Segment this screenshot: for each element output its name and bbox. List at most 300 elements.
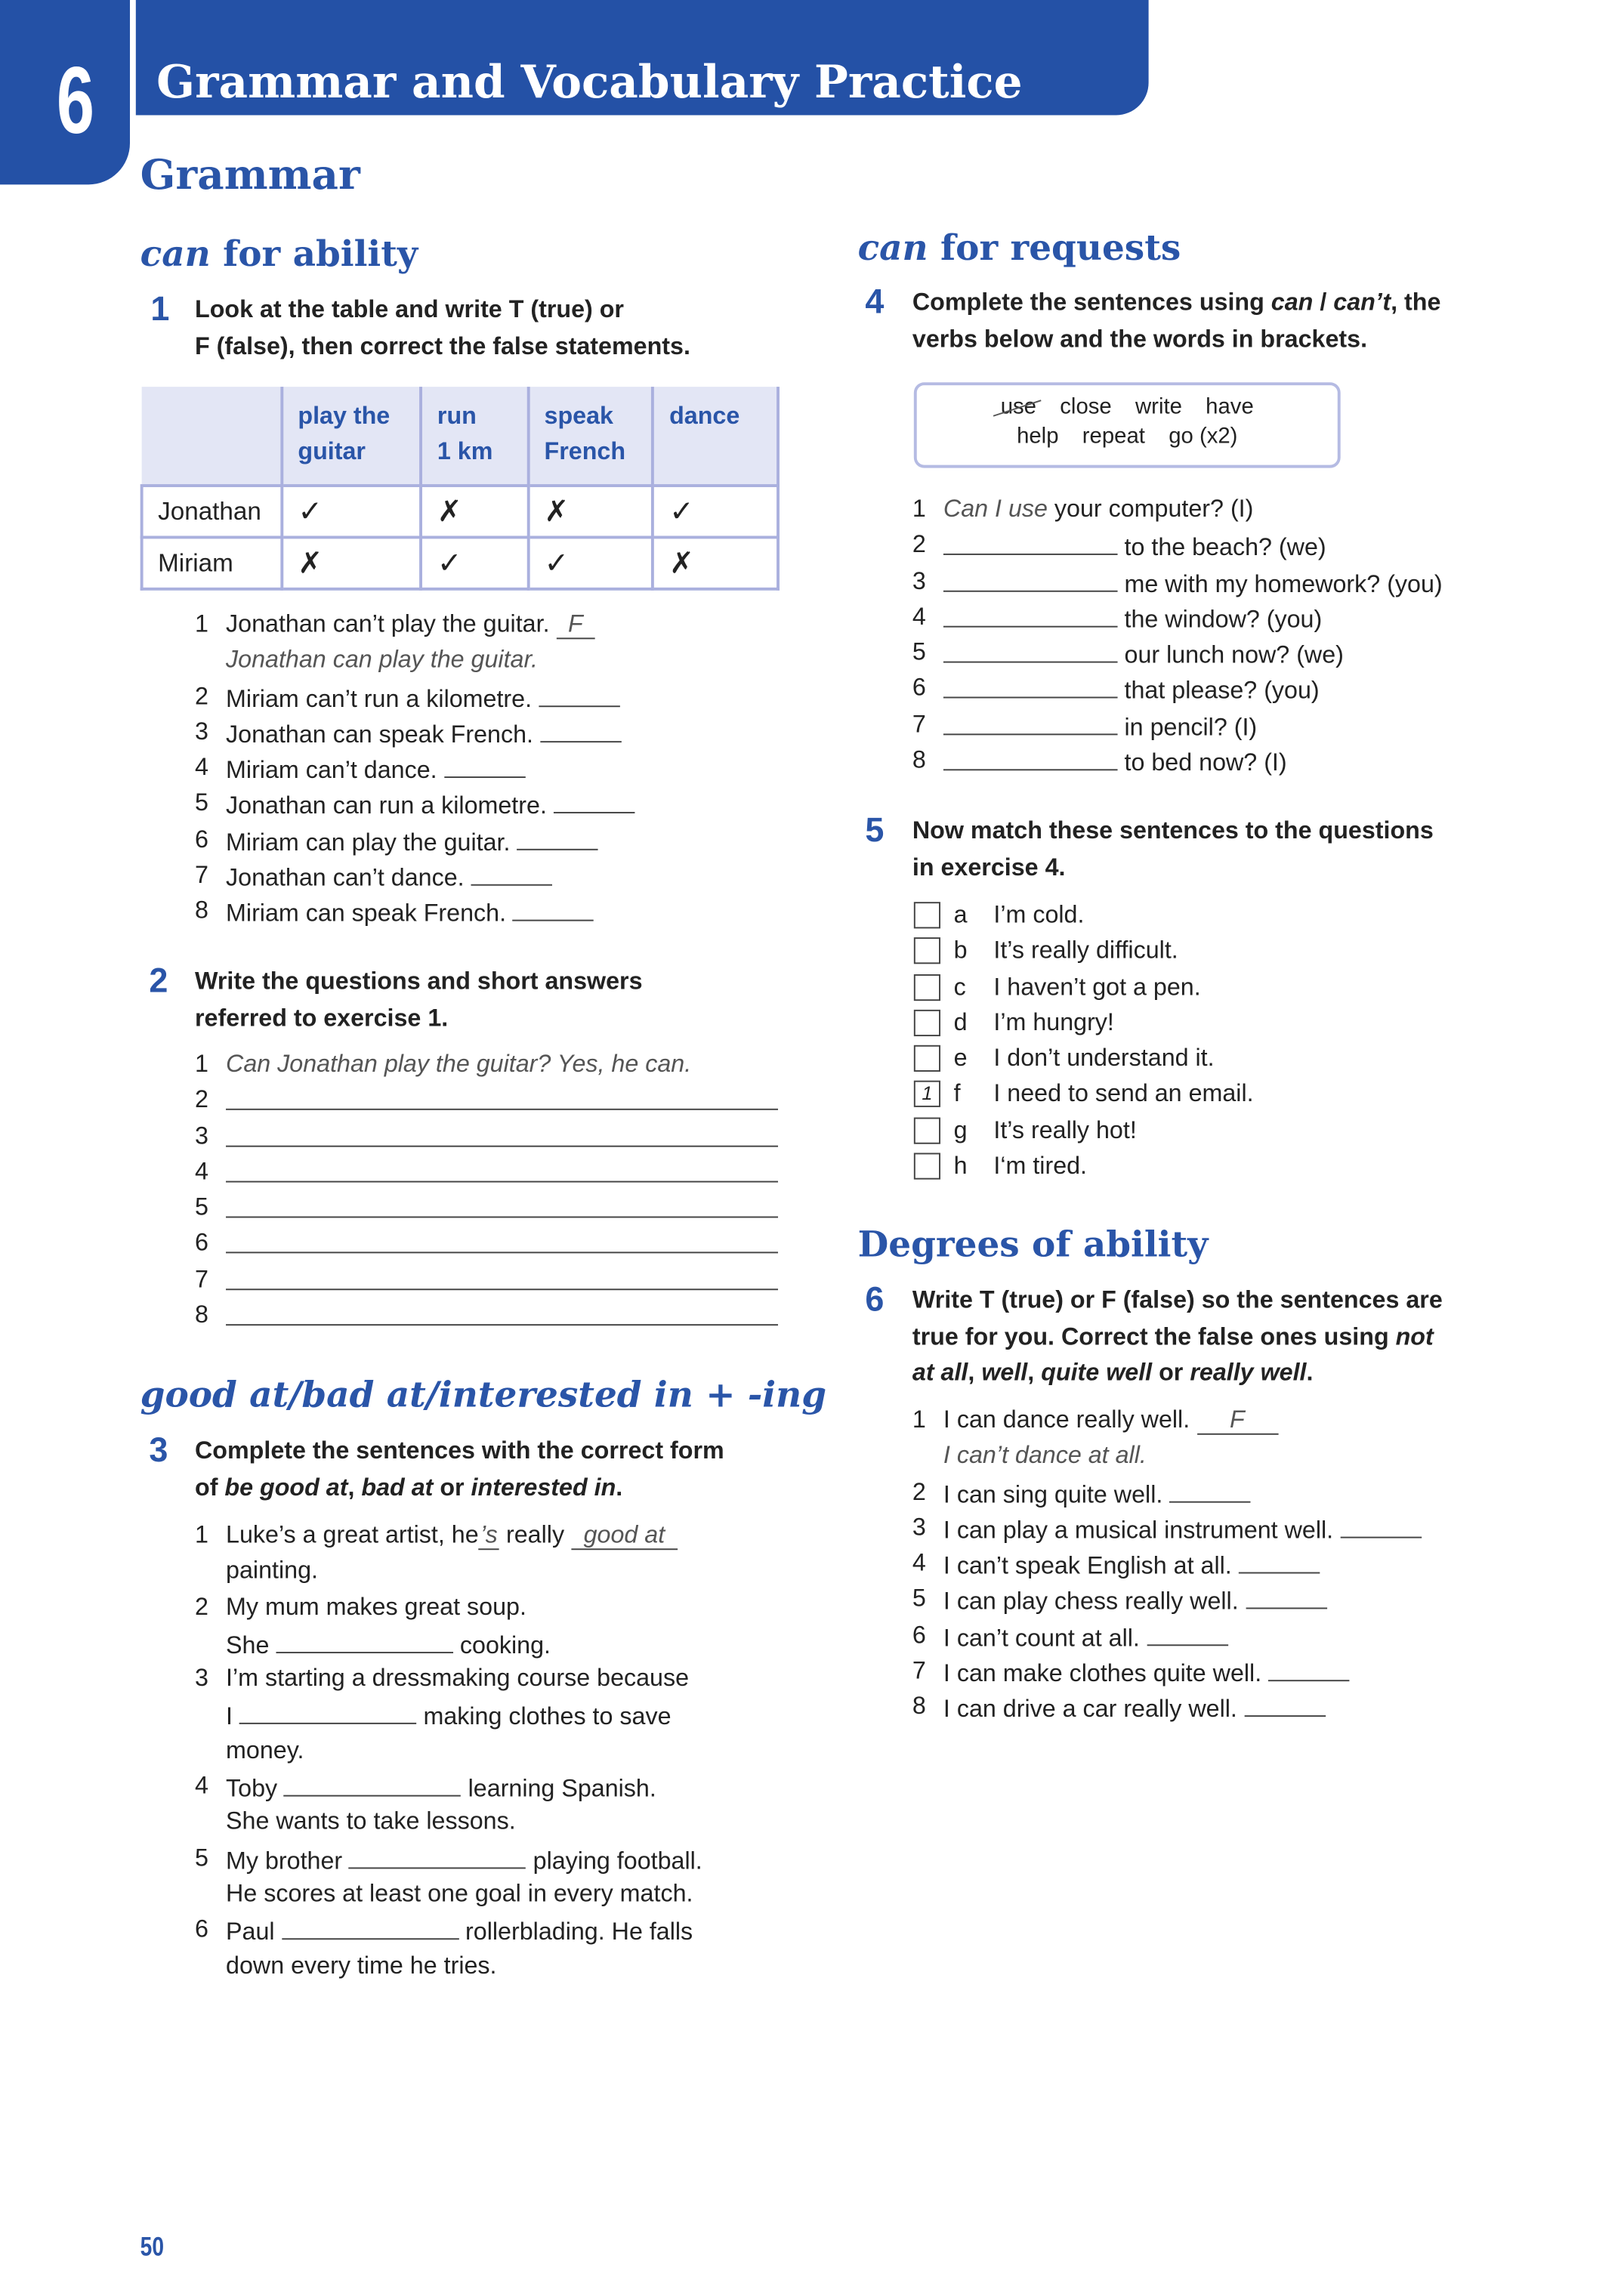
answer-blank[interactable]: [1169, 1474, 1250, 1502]
person-name: Miriam: [142, 537, 282, 588]
page-title: Grammar and Vocabulary Practice: [156, 56, 1023, 110]
header-line: French: [544, 438, 626, 465]
text-segment: I: [226, 1704, 239, 1731]
heading-good-at: good at/bad at/interested in + -ing: [140, 1372, 827, 1416]
item-text: [226, 643, 538, 678]
item-text: [943, 1582, 1326, 1620]
text-segment: Complete the sentences with the correct form: [194, 1437, 724, 1464]
list-item: [912, 635, 1503, 671]
item-text: [226, 1804, 516, 1840]
answer-blank[interactable]: [239, 1697, 417, 1725]
item-text: [226, 1625, 551, 1664]
header-line: [669, 434, 776, 470]
heading-rest: for ability: [210, 231, 418, 275]
answer-checkbox[interactable]: [914, 938, 940, 964]
text-segment: Jonathan can speak French.: [226, 721, 540, 748]
text-segment: , the: [1391, 289, 1441, 316]
instruction-line: [195, 1000, 643, 1036]
answer-blank[interactable]: F: [1196, 1407, 1277, 1435]
exercise-1-instructions: [195, 292, 690, 365]
answer-blank[interactable]: [943, 742, 1118, 770]
item-number: 2: [194, 683, 208, 710]
text-segment: I can play a musical instrument well.: [943, 1517, 1341, 1545]
answer-blank[interactable]: [1147, 1618, 1227, 1646]
item-number: 6: [194, 1230, 208, 1258]
item-text: [943, 492, 1253, 527]
text-segment: true for you. Correct the false ones using: [912, 1323, 1396, 1350]
list-item: [912, 707, 1503, 742]
exercise-5-instructions: [912, 813, 1434, 886]
instruction-line: [195, 292, 690, 329]
emphasis-text: interested in: [471, 1474, 616, 1501]
item-text: [943, 1403, 1278, 1438]
match-item: [914, 1113, 1505, 1148]
list-item: [195, 1625, 786, 1661]
emphasis-text: really well: [1190, 1359, 1307, 1387]
match-item: [914, 1041, 1505, 1076]
cross-mark-icon: ✗: [421, 486, 528, 537]
text-segment: I can dance really well.: [943, 1406, 1197, 1433]
exercise-1-list: [195, 606, 667, 929]
instruction-line: [912, 813, 1434, 850]
exercise-4-instructions: [912, 285, 1441, 357]
italic-example-text: I can’t dance at all.: [943, 1443, 1147, 1470]
list-item: [912, 671, 1503, 706]
item-text: I‘m tired.: [993, 1153, 1088, 1180]
item-number: 2: [194, 1087, 208, 1114]
exercise-4-list: [912, 492, 1503, 779]
item-number: 1: [912, 1406, 926, 1433]
table-column-header: [528, 387, 653, 486]
list-item: [912, 1582, 1533, 1617]
list-item: [195, 786, 667, 822]
text-segment: or: [1152, 1359, 1190, 1387]
item-number: 7: [194, 862, 208, 889]
item-number: 4: [194, 755, 208, 782]
answer-blank[interactable]: [943, 527, 1118, 555]
list-item: [195, 1190, 786, 1226]
text-segment: She: [226, 1632, 276, 1659]
text-segment: cooking.: [452, 1632, 551, 1659]
item-text: [226, 1554, 318, 1589]
list-item: [195, 1841, 786, 1876]
item-text: [226, 1661, 689, 1696]
instruction-line: [912, 1319, 1443, 1355]
item-number: 2: [912, 532, 926, 559]
list-item: [912, 1474, 1533, 1510]
answer-checkbox[interactable]: [914, 1153, 940, 1180]
instruction-line: [195, 964, 643, 1000]
item-text: [943, 527, 1326, 566]
check-mark-icon: ✓: [421, 537, 528, 588]
list-item: [912, 1690, 1533, 1725]
item-number: 8: [194, 1302, 208, 1329]
item-number: 3: [194, 718, 208, 745]
text-segment: Toby: [226, 1776, 285, 1803]
match-item: [914, 934, 1505, 969]
item-number: 3: [194, 1665, 208, 1693]
text-segment: ,: [347, 1474, 362, 1501]
text-segment: in exercise 4.: [912, 853, 1066, 881]
item-text: [226, 1517, 678, 1553]
answer-blank[interactable]: [1239, 1546, 1320, 1574]
answer-checkbox[interactable]: [914, 974, 940, 1000]
text-segment: to the beach? (we): [1117, 535, 1326, 562]
answer-blank[interactable]: [226, 1190, 778, 1218]
item-text: [226, 1841, 702, 1879]
text-segment: Paul: [226, 1919, 282, 1946]
exercise-3-instructions: [195, 1433, 724, 1506]
answer-blank[interactable]: [226, 1226, 778, 1254]
text-segment: Miriam can play the guitar.: [226, 829, 517, 856]
answer-blank[interactable]: [1244, 1690, 1325, 1717]
text-segment: Jonathan can run a kilometre.: [226, 793, 554, 820]
text-segment: playing football.: [526, 1847, 702, 1875]
text-segment: ,: [1027, 1359, 1042, 1387]
text-segment: down every time he tries.: [226, 1952, 497, 1980]
heading-italic: can: [857, 226, 928, 269]
table-column-header: [282, 387, 421, 486]
item-text: [226, 1948, 496, 1983]
word-option: write: [1135, 393, 1182, 420]
italic-example-text: Jonathan can play the guitar.: [226, 647, 539, 674]
item-number: 5: [194, 790, 208, 817]
item-text: [943, 671, 1320, 709]
exercise-number: 4: [865, 282, 885, 321]
list-item: [195, 1554, 786, 1589]
item-text: [943, 635, 1344, 674]
emphasis-text: be good at: [224, 1474, 348, 1501]
answer-checkbox[interactable]: [914, 1117, 940, 1143]
item-text: [943, 1438, 1147, 1474]
item-text: [226, 678, 619, 717]
text-segment: of: [194, 1474, 225, 1501]
item-number: 3: [912, 567, 926, 594]
person-name: Jonathan: [142, 486, 282, 537]
answer-blank[interactable]: F: [557, 611, 595, 639]
text-segment: verbs below and the words in brackets.: [912, 325, 1368, 353]
list-item: [195, 1661, 786, 1696]
instruction-line: [912, 321, 1441, 357]
emphasis-text: can: [1270, 289, 1314, 316]
list-item: [195, 1804, 786, 1840]
item-text: [943, 1690, 1325, 1728]
header-line: guitar: [298, 438, 366, 465]
exercise-number: 1: [150, 289, 170, 328]
text-segment: I can’t speak English at all.: [943, 1553, 1239, 1580]
item-text: [226, 1154, 778, 1193]
answer-checkbox[interactable]: [914, 1045, 940, 1072]
crossed-out-word: use: [1000, 393, 1036, 420]
list-item: [195, 1262, 786, 1298]
instruction-line: [195, 1433, 724, 1470]
item-text: [226, 714, 621, 753]
answer-blank[interactable]: [226, 1298, 778, 1325]
item-number: 6: [912, 675, 926, 702]
text-segment: She wants to take lessons.: [226, 1808, 516, 1836]
text-segment: Luke’s a great artist, he: [226, 1522, 479, 1549]
instruction-line: [195, 329, 690, 365]
text-segment: really: [499, 1522, 572, 1549]
text-segment: I can sing quite well.: [943, 1481, 1170, 1508]
cross-mark-icon: ✗: [282, 537, 421, 588]
answer-blank[interactable]: [943, 707, 1118, 735]
table-row: [142, 486, 778, 537]
word-option: repeat: [1082, 423, 1145, 449]
text-segment: I can make clothes quite well.: [943, 1660, 1269, 1688]
item-number: 5: [912, 1586, 926, 1613]
item-text: [943, 1474, 1251, 1513]
item-text: [226, 822, 598, 860]
header-line: speak: [544, 403, 613, 430]
list-item: [912, 527, 1503, 563]
list-item: [912, 1438, 1533, 1474]
instruction-line: [912, 850, 1434, 886]
answer-blank[interactable]: [554, 786, 634, 814]
answer-blank[interactable]: [513, 893, 594, 921]
text-segment: I can’t count at all.: [943, 1625, 1147, 1652]
text-segment: Complete the sentences using: [912, 289, 1271, 316]
answer-blank[interactable]: [226, 1262, 778, 1290]
answer-blank[interactable]: [226, 1082, 778, 1110]
text-segment: ,: [968, 1359, 982, 1387]
text-segment: our lunch now? (we): [1117, 642, 1344, 669]
exercise-number: 5: [865, 810, 885, 849]
exercise-number: 6: [865, 1279, 885, 1319]
list-item: [195, 893, 667, 929]
header-line: run: [437, 403, 477, 430]
check-mark-icon: ✓: [528, 537, 653, 588]
text-segment: Jonathan can’t play the guitar.: [226, 611, 557, 638]
item-text: [226, 1697, 671, 1736]
item-number: 2: [912, 1478, 926, 1505]
match-item: [914, 897, 1505, 933]
item-text: [226, 1190, 778, 1229]
instruction-line: [195, 1470, 724, 1506]
item-letter: a: [953, 902, 968, 929]
answer-blank[interactable]: good at: [571, 1522, 678, 1550]
item-text: [226, 1589, 526, 1625]
list-item: [195, 1047, 786, 1082]
text-segment: painting.: [226, 1557, 318, 1585]
item-text: [226, 750, 525, 788]
item-text: [226, 606, 594, 642]
exercise-number: 2: [149, 961, 168, 1000]
item-letter: b: [953, 937, 968, 964]
list-item: [912, 1510, 1533, 1545]
list-item: [195, 750, 667, 785]
answer-blank[interactable]: [226, 1154, 778, 1182]
text-segment: making clothes to save: [416, 1704, 672, 1731]
item-text: [226, 1119, 778, 1157]
text-segment: Look at the table and write T (true) or: [194, 296, 624, 324]
item-text: [943, 1653, 1350, 1692]
instruction-line: [912, 285, 1441, 321]
list-item: [195, 678, 667, 714]
item-text: [943, 599, 1322, 637]
answer-blank[interactable]: [539, 678, 619, 706]
list-item: [912, 563, 1503, 599]
exercise-6-list: [912, 1403, 1533, 1725]
instruction-line: [912, 1282, 1443, 1319]
item-number: 4: [912, 1550, 926, 1577]
answer-blank[interactable]: [1340, 1510, 1421, 1538]
item-text: [943, 707, 1257, 745]
answer-blank[interactable]: [943, 563, 1118, 591]
list-item: [195, 1119, 786, 1154]
list-item: [195, 1769, 786, 1804]
exercise-6-instructions: [912, 1282, 1443, 1391]
item-number: 8: [912, 747, 926, 774]
answer-blank[interactable]: [282, 1912, 459, 1940]
list-item: [195, 1733, 786, 1768]
list-item: [912, 1618, 1533, 1653]
answer-blank[interactable]: [943, 599, 1118, 627]
table-column-header: [421, 387, 528, 486]
match-item: [914, 969, 1505, 1004]
cross-mark-icon: ✗: [653, 537, 778, 588]
item-number: 2: [194, 1594, 208, 1621]
list-item: [912, 492, 1503, 527]
text-segment: learning Spanish.: [461, 1776, 656, 1803]
list-item: [912, 742, 1503, 778]
item-text: It’s really hot!: [993, 1117, 1137, 1144]
heading-rest: for requests: [928, 226, 1181, 269]
answer-checkbox[interactable]: [914, 1010, 940, 1036]
table-header-empty: [142, 387, 282, 486]
list-item: [195, 1082, 786, 1118]
text-segment: rollerblading. He falls: [458, 1919, 693, 1946]
answer-checkbox[interactable]: [914, 902, 940, 928]
list-item: [195, 1226, 786, 1261]
list-item: [912, 1403, 1533, 1438]
item-number: 7: [194, 1266, 208, 1293]
answer-blank[interactable]: [226, 1119, 778, 1146]
list-item: [195, 1298, 786, 1333]
word-option: help: [1017, 423, 1059, 449]
answer-blank[interactable]: [517, 822, 597, 850]
item-number: 1: [194, 1051, 208, 1078]
table-body: [142, 486, 778, 589]
ability-table: [140, 387, 780, 591]
item-number: 7: [912, 711, 926, 738]
item-letter: c: [953, 974, 966, 1001]
item-number: 6: [194, 826, 208, 853]
match-item: [914, 1005, 1505, 1041]
text-segment: money.: [226, 1737, 304, 1764]
item-text: [226, 1047, 691, 1082]
list-item: [195, 1912, 786, 1948]
answer-blank[interactable]: [1268, 1653, 1349, 1681]
emphasis-text: bad at: [361, 1474, 434, 1501]
item-number: 1: [912, 495, 926, 523]
check-mark-icon: ✓: [282, 486, 421, 537]
item-text: I need to send an email.: [993, 1081, 1254, 1108]
answer-blank[interactable]: [943, 671, 1118, 699]
header-line: dance: [669, 403, 740, 430]
item-text: [226, 893, 594, 932]
table-row: [142, 537, 778, 588]
word-box: [914, 382, 1341, 468]
answer-checkbox[interactable]: 1: [914, 1082, 940, 1108]
text-segment: in pencil? (I): [1117, 714, 1258, 741]
emphasis-text: at all: [912, 1359, 968, 1387]
answer-blank[interactable]: [349, 1841, 526, 1869]
text-segment: the window? (you): [1117, 606, 1323, 634]
list-item: [195, 1517, 786, 1553]
word-option: have: [1206, 393, 1254, 420]
answer-blank[interactable]: [540, 714, 621, 742]
list-item: [195, 1948, 786, 1983]
unit-number: 6: [56, 47, 94, 154]
heading-degrees-of-ability: Degrees of ability: [857, 1222, 1209, 1266]
heading-italic: can: [140, 231, 211, 275]
item-number: 5: [912, 639, 926, 666]
text-segment: /: [1313, 289, 1334, 316]
word-box-row: [917, 393, 1338, 422]
item-number: 8: [912, 1693, 926, 1720]
emphasis-text: can’t: [1333, 289, 1391, 316]
text-segment: My mum makes great soup.: [226, 1594, 526, 1621]
table-header-row: [142, 387, 778, 486]
answer-blank[interactable]: [943, 635, 1118, 663]
exercise-3-list: [195, 1517, 786, 1983]
section-title: Grammar: [140, 150, 360, 199]
item-text: [943, 563, 1443, 602]
word-option: go (x2): [1169, 423, 1238, 449]
answer-blank[interactable]: [1246, 1582, 1326, 1609]
answer-blank[interactable]: [284, 1769, 462, 1797]
text-segment: I can drive a car really well.: [943, 1696, 1244, 1724]
answer-blank[interactable]: [276, 1625, 453, 1653]
item-text: [226, 1876, 693, 1912]
answer-blank[interactable]: ’s: [479, 1522, 499, 1550]
item-text: [226, 1769, 656, 1807]
list-item: [912, 1546, 1533, 1582]
item-text: [226, 1262, 778, 1301]
item-text: It’s really difficult.: [993, 937, 1178, 964]
italic-example-text: Can I use: [943, 495, 1048, 523]
answer-blank[interactable]: [471, 858, 552, 886]
item-text: [226, 858, 552, 896]
table-column-header: [653, 387, 778, 486]
instruction-line: [912, 1355, 1443, 1391]
answer-blank[interactable]: [444, 750, 525, 778]
list-item: [195, 606, 667, 642]
item-text: [943, 1618, 1227, 1656]
text-segment: Miriam can speak French.: [226, 900, 514, 928]
check-mark-icon: ✓: [653, 486, 778, 537]
item-text: [943, 1510, 1422, 1548]
text-segment: me with my homework? (you): [1117, 570, 1443, 597]
match-item: [914, 1077, 1505, 1113]
item-text: [226, 1082, 778, 1121]
text-segment: F (false), then correct the false statements.: [194, 332, 690, 360]
emphasis-text: not: [1395, 1323, 1434, 1350]
item-number: 4: [194, 1159, 208, 1186]
emphasis-text: quite well: [1041, 1359, 1153, 1387]
text-segment: Jonathan can’t dance.: [226, 865, 471, 892]
item-text: I’m hungry!: [993, 1009, 1114, 1036]
item-number: 5: [194, 1194, 208, 1221]
text-segment: .: [1306, 1359, 1314, 1387]
item-text: I’m cold.: [993, 902, 1085, 929]
exercise-2-list: [195, 1047, 786, 1334]
text-segment: My brother: [226, 1847, 350, 1875]
match-item: [914, 1149, 1505, 1184]
item-text: [943, 742, 1287, 781]
text-segment: Now match these sentences to the questions: [912, 817, 1434, 844]
